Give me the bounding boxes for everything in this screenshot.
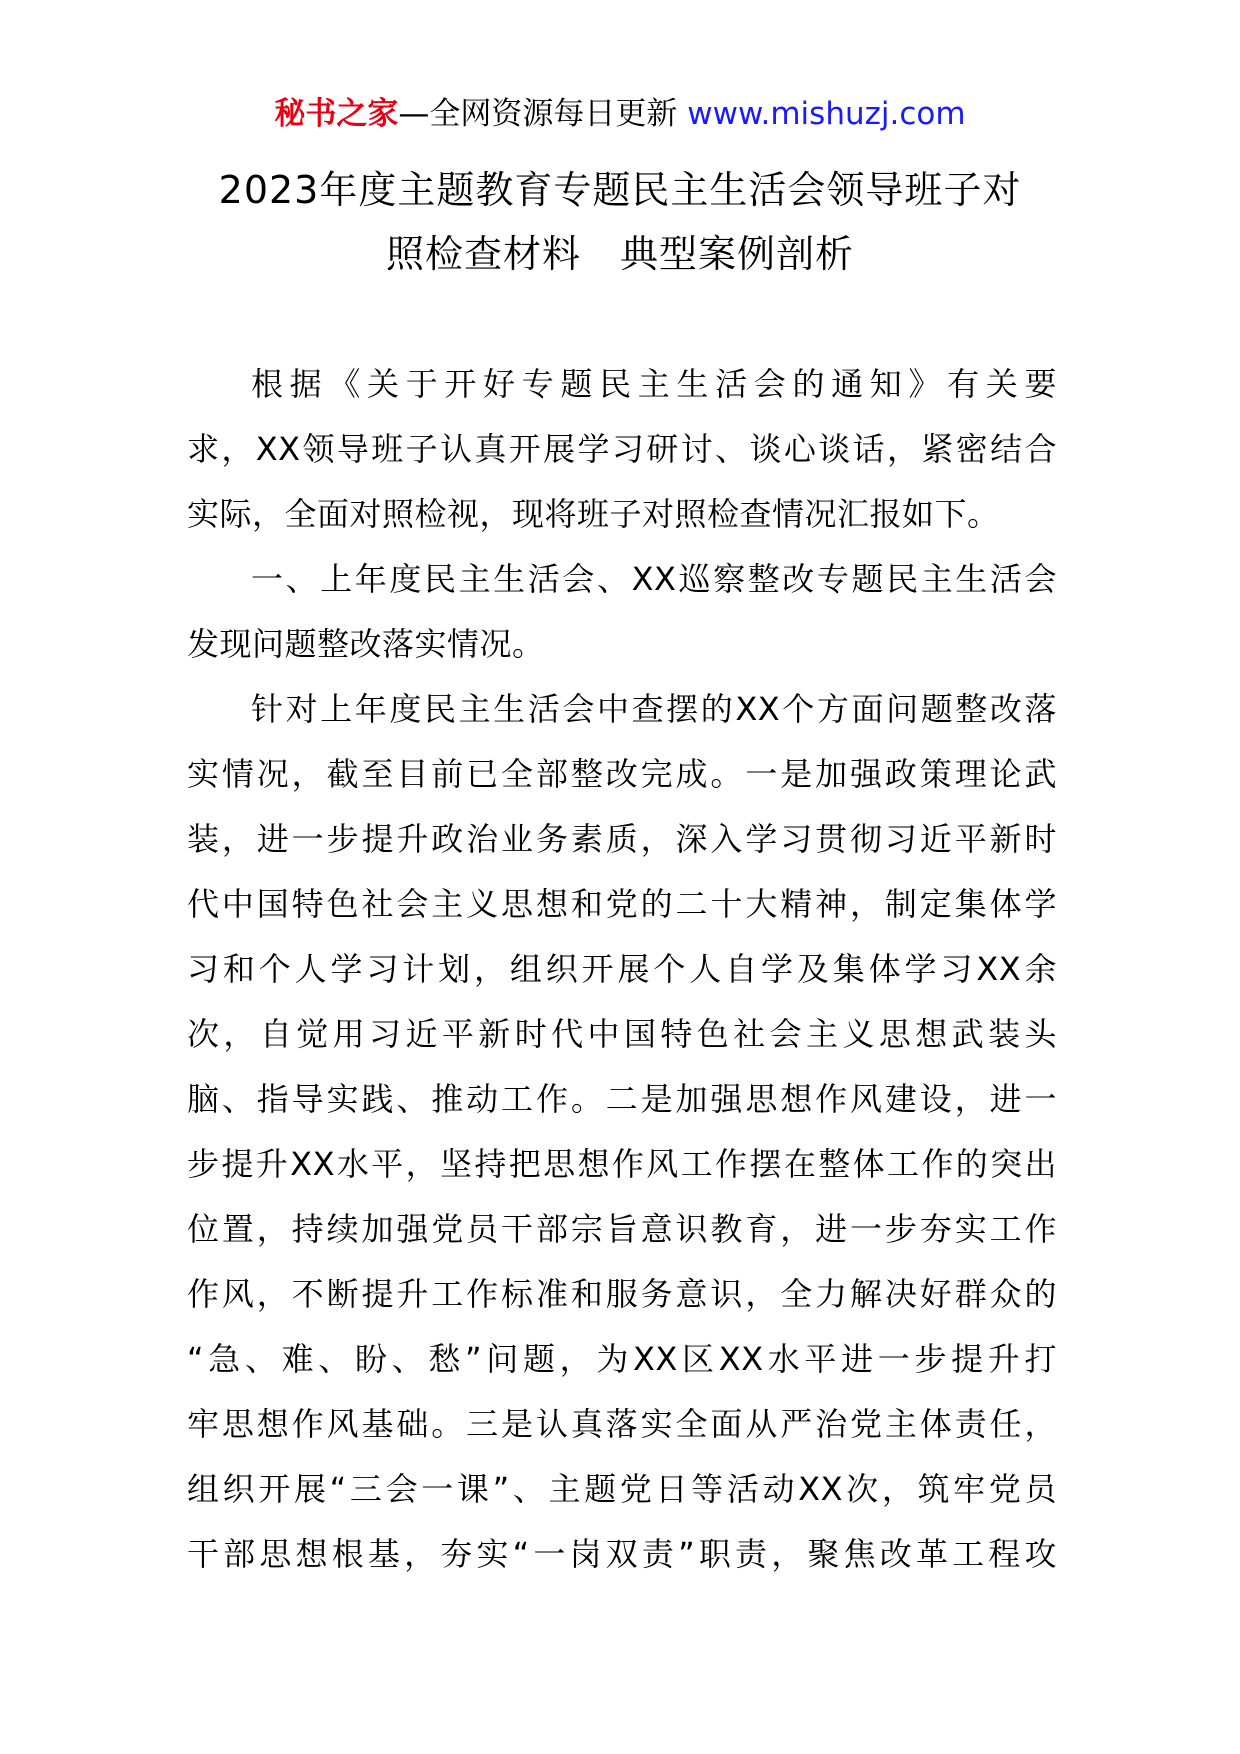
paragraph-2-line: 脑、指导实践、推动工作。二是加强思想作风建设，进一 [187, 1080, 1057, 1118]
section-heading-1-line: 发现问题整改落实情况。 [187, 625, 545, 663]
paragraph-1-line: 根据《关于开好专题民主生活会的通知》有关要 [251, 365, 1057, 403]
paragraph-1-line: 实际，全面对照检视，现将班子对照检查情况汇报如下。 [187, 495, 1000, 533]
paragraph-2-line: 装，进一步提升政治业务素质，深入学习贯彻习近平新时 [187, 820, 1057, 858]
document-body [187, 352, 1057, 1587]
paragraph-2-line: 实情况，截至目前已全部整改完成。一是加强政策理论武 [187, 755, 1057, 793]
paragraph-2-line: 牢思想作风基础。三是认真落实全面从严治党主体责任， [187, 1405, 1057, 1443]
title-line-1: 2023年度主题教育专题民主生活会领导班子对 [218, 168, 1022, 212]
paragraph-2-line: 次，自觉用习近平新时代中国特色社会主义思想武装头 [187, 1015, 1057, 1053]
paragraph-2-line: 作风，不断提升工作标准和服务意识，全力解决好群众的 [187, 1275, 1057, 1313]
paragraph-2-line: 组织开展“三会一课”、主题党日等活动XX次，筑牢党员 [187, 1470, 1057, 1508]
site-header [0, 92, 1240, 136]
paragraph-1-line: 求，XX领导班子认真开展学习研讨、谈心谈话，紧密结合 [187, 430, 1057, 468]
paragraph-2-line: 干部思想根基，夯实“一岗双责”职责，聚焦改革工程攻 [187, 1535, 1057, 1573]
paragraph-2-line: 位置，持续加强党员干部宗旨意识教育，进一步夯实工作 [187, 1210, 1057, 1248]
paragraph-2-line: “急、难、盼、愁”问题，为XX区XX水平进一步提升打 [187, 1340, 1057, 1378]
section-heading-1-line: 一、上年度民主生活会、XX巡察整改专题民主生活会 [251, 560, 1057, 598]
site-brand: 秘书之家 [274, 96, 399, 132]
site-url-link[interactable]: www.mishuzj.com [687, 96, 966, 132]
paragraph-2-line: 代中国特色社会主义思想和党的二十大精神，制定集体学 [187, 885, 1057, 923]
document-title [160, 158, 1080, 286]
paragraph-2-line: 习和个人学习计划，组织开展个人自学及集体学习XX余 [187, 950, 1057, 988]
paragraph-2-line: 步提升XX水平，坚持把思想作风工作摆在整体工作的突出 [187, 1145, 1057, 1183]
site-tagline: —全网资源每日更新 [398, 96, 688, 132]
title-line-2: 照检查材料 典型案例剖析 [385, 232, 854, 276]
paragraph-2-line: 针对上年度民主生活会中查摆的XX个方面问题整改落 [251, 690, 1057, 728]
